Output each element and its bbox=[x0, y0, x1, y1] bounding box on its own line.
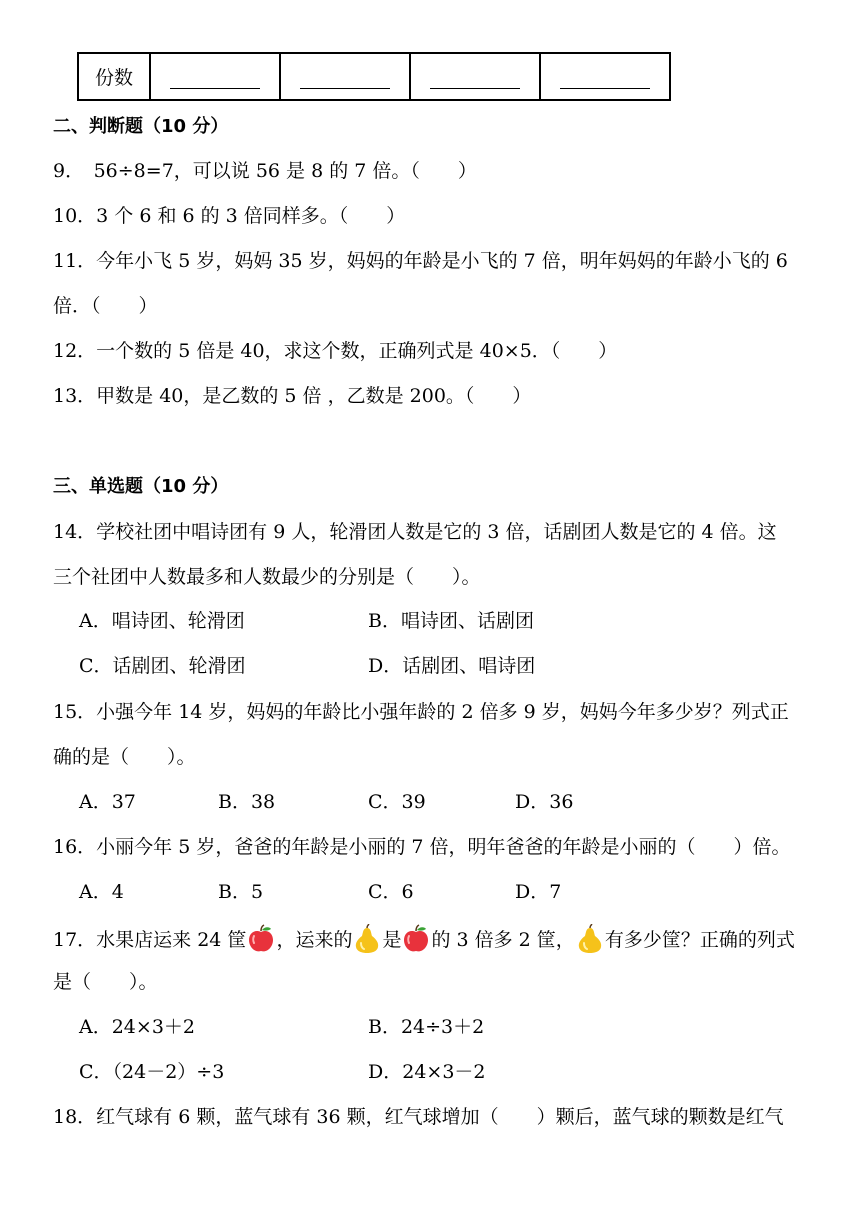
question-11-line1: 11．今年小飞 5 岁，妈妈 35 岁，妈妈的年龄是小飞的 7 倍，明年妈妈的年龄小飞的 6 bbox=[53, 250, 788, 272]
option-16-d[interactable]: D．7 bbox=[515, 881, 562, 903]
question-17-text-part2: ，运来的 bbox=[276, 929, 353, 951]
option-17-d[interactable]: D．24×3－2 bbox=[368, 1061, 486, 1083]
question-12: 12．一个数的 5 倍是 40，求这个数，正确列式是 40×5．（ ） bbox=[53, 340, 618, 362]
table-blank-cell[interactable] bbox=[410, 53, 540, 100]
pear-icon bbox=[352, 924, 382, 954]
option-15-a[interactable]: A．37 bbox=[79, 791, 136, 813]
apple-icon bbox=[246, 924, 276, 954]
question-17-text-part5: 有多少筐？正确的列式 bbox=[604, 929, 795, 951]
section-title-judgment: 二、判断题（10 分） bbox=[53, 116, 229, 137]
option-14-a[interactable]: A．唱诗团、轮滑团 bbox=[79, 610, 245, 632]
option-17-a[interactable]: A．24×3＋2 bbox=[79, 1016, 195, 1038]
option-14-d[interactable]: D．话剧团、唱诗团 bbox=[368, 655, 536, 677]
table-label-cell: 份数 bbox=[78, 53, 150, 100]
apple-icon bbox=[401, 924, 431, 954]
option-15-c[interactable]: C．39 bbox=[368, 791, 426, 813]
question-13: 13．甲数是 40，是乙数的 5 倍 ，乙数是 200。（ ） bbox=[53, 385, 532, 407]
answer-blank bbox=[430, 74, 520, 89]
table-blank-cell[interactable] bbox=[540, 53, 670, 100]
answer-blank bbox=[300, 74, 390, 89]
option-17-c[interactable]: C．（24－2）÷3 bbox=[79, 1061, 225, 1083]
question-17-line1 bbox=[53, 924, 795, 954]
pear-icon bbox=[575, 924, 605, 954]
question-11-line2: 倍．（ ） bbox=[53, 295, 158, 317]
question-10: 10．3 个 6 和 6 的 3 倍同样多。（ ） bbox=[53, 205, 406, 227]
question-17-text-part3: 是 bbox=[382, 929, 402, 951]
question-18-line1: 18．红气球有 6 颗，蓝气球有 36 颗，红气球增加（ ）颗后，蓝气球的颗数是红气 bbox=[53, 1106, 784, 1128]
answer-blank bbox=[170, 74, 260, 89]
question-15-line1: 15．小强今年 14 岁，妈妈的年龄比小强年龄的 2 倍多 9 岁，妈妈今年多少岁？列式正 bbox=[53, 701, 789, 723]
question-16: 16．小丽今年 5 岁，爸爸的年龄是小丽的 7 倍，明年爸爸的年龄是小丽的（ ）倍。 bbox=[53, 836, 791, 858]
question-14-line2: 三个社团中人数最多和人数最少的分别是（ ）。 bbox=[53, 566, 481, 588]
option-15-d[interactable]: D．36 bbox=[515, 791, 574, 813]
answer-blank bbox=[560, 74, 650, 89]
option-16-b[interactable]: B．5 bbox=[218, 881, 264, 903]
question-17-text-part4: 的 3 倍多 2 筐， bbox=[431, 929, 575, 951]
table-blank-cell[interactable] bbox=[280, 53, 410, 100]
question-14-line1: 14．学校社团中唱诗团有 9 人，轮滑团人数是它的 3 倍，话剧团人数是它的 4 倍。这 bbox=[53, 521, 777, 543]
option-17-b[interactable]: B．24÷3＋2 bbox=[368, 1016, 485, 1038]
option-15-b[interactable]: B．38 bbox=[218, 791, 276, 813]
section-title-single-choice: 三、单选题（10 分） bbox=[53, 476, 229, 497]
option-14-c[interactable]: C．话剧团、轮滑团 bbox=[79, 655, 246, 677]
question-17-text-part1: 17．水果店运来 24 筐 bbox=[53, 929, 247, 951]
option-16-c[interactable]: C．6 bbox=[368, 881, 414, 903]
question-17-line2: 是（ ）。 bbox=[53, 971, 158, 993]
option-16-a[interactable]: A．4 bbox=[79, 881, 124, 903]
question-9: 9． 56÷8=7，可以说 56 是 8 的 7 倍。（ ） bbox=[53, 160, 477, 182]
portion-table bbox=[77, 52, 671, 101]
question-15-line2: 确的是（ ）。 bbox=[53, 746, 196, 768]
table-row bbox=[78, 53, 670, 100]
option-14-b[interactable]: B．唱诗团、话剧团 bbox=[368, 610, 534, 632]
table-blank-cell[interactable] bbox=[150, 53, 280, 100]
